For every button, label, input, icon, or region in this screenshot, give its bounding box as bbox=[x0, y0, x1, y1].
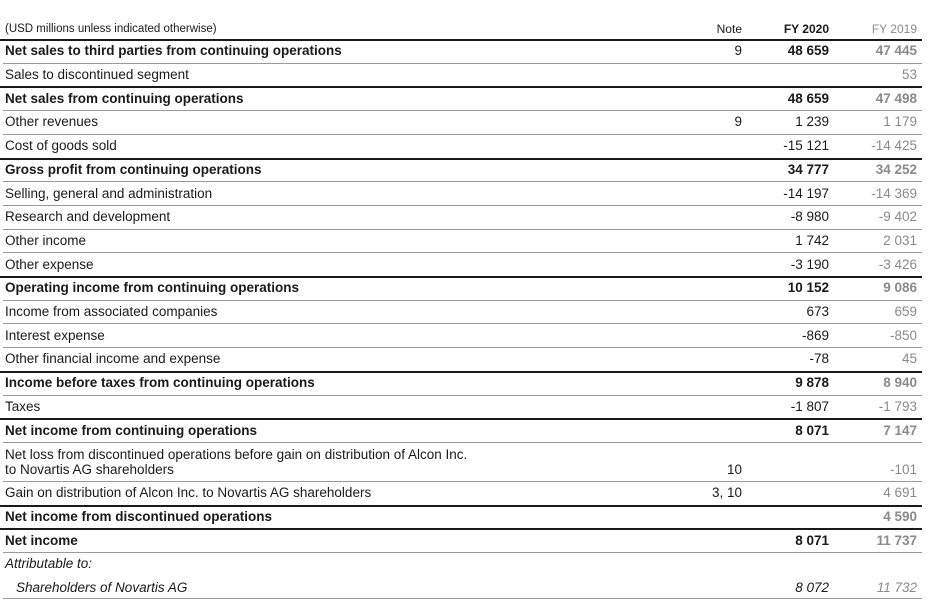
row-fy2019-value: 53 bbox=[901, 67, 917, 83]
row-fy2020-value: 48 659 bbox=[787, 43, 829, 59]
row-fy2019-value: 8 940 bbox=[883, 375, 917, 391]
row-label: Sales to discontinued segment bbox=[5, 67, 189, 83]
row-fy2020-value: -14 197 bbox=[783, 185, 829, 201]
row-divider bbox=[0, 39, 922, 41]
row-note: 3, 10 bbox=[711, 485, 742, 501]
row-divider bbox=[3, 63, 922, 64]
row-divider bbox=[3, 229, 922, 230]
row-fy2019-value: 4 590 bbox=[883, 508, 917, 524]
table-row bbox=[0, 529, 931, 553]
row-label: Selling, general and administration bbox=[5, 185, 213, 201]
row-divider bbox=[0, 276, 922, 278]
row-fy2019-value: -9 402 bbox=[878, 209, 917, 225]
units-caption: (USD millions unless indicated otherwise) bbox=[5, 23, 217, 35]
row-label: Gross profit from continuing operations bbox=[5, 161, 262, 177]
table-row bbox=[0, 553, 931, 577]
row-fy2020-value: 8 072 bbox=[795, 580, 829, 596]
row-divider bbox=[0, 86, 922, 88]
row-divider bbox=[3, 347, 922, 348]
row-divider bbox=[3, 323, 922, 324]
row-divider bbox=[0, 158, 922, 160]
row-note: 9 bbox=[734, 114, 742, 130]
row-divider bbox=[3, 205, 922, 206]
row-label: Other income bbox=[5, 232, 87, 248]
row-fy2019-value: 9 086 bbox=[883, 280, 917, 296]
row-fy2019-value: -14 369 bbox=[871, 185, 917, 201]
row-fy2020-value: -3 190 bbox=[790, 256, 829, 272]
row-divider bbox=[0, 505, 922, 507]
table-row bbox=[0, 419, 931, 443]
table-row bbox=[0, 230, 931, 254]
row-fy2020-value: 34 777 bbox=[787, 161, 829, 177]
row-label: Shareholders of Novartis AG bbox=[16, 580, 188, 596]
table-row bbox=[0, 159, 931, 183]
row-fy2019-value: 2 031 bbox=[883, 232, 917, 248]
row-fy2019-value: 45 bbox=[901, 351, 917, 367]
row-label: Operating income from continuing operations bbox=[5, 280, 300, 296]
row-fy2019-value: 4 691 bbox=[883, 485, 917, 501]
row-fy2020-value: 8 071 bbox=[795, 422, 829, 438]
row-label: Net income from discontinued operations bbox=[5, 508, 273, 524]
row-fy2020-value: -8 980 bbox=[790, 209, 829, 225]
row-fy2019-value: 11 732 bbox=[876, 580, 917, 596]
row-label: Other financial income and expense bbox=[5, 351, 221, 367]
row-label: Cost of goods sold bbox=[5, 138, 117, 154]
row-fy2020-value: -78 bbox=[809, 351, 829, 367]
table-row bbox=[0, 482, 931, 506]
row-label: Interest expense bbox=[5, 327, 105, 343]
row-fy2020-value: -15 121 bbox=[783, 138, 829, 154]
row-fy2020-value: 1 239 bbox=[795, 114, 829, 130]
row-label: Net loss from discontinued operations before gain on distribution of Alcon Inc. to Novartis AG shareholders bbox=[5, 446, 468, 477]
table-row bbox=[0, 206, 931, 230]
row-divider bbox=[3, 552, 922, 553]
table-row bbox=[0, 443, 931, 482]
row-divider bbox=[3, 134, 922, 135]
table-row bbox=[0, 372, 931, 396]
row-fy2019-value: 34 252 bbox=[875, 161, 917, 177]
row-fy2019-value: 11 737 bbox=[876, 532, 917, 548]
row-divider bbox=[3, 442, 922, 443]
row-divider bbox=[0, 528, 922, 530]
row-label: Net income bbox=[5, 532, 78, 548]
table-row bbox=[0, 301, 931, 325]
row-fy2019-value: -14 425 bbox=[871, 138, 917, 154]
fy2020-column-header: FY 2020 bbox=[783, 22, 829, 36]
row-note: 9 bbox=[734, 43, 742, 59]
row-label: Income before taxes from continuing operations bbox=[5, 375, 315, 391]
row-label: Gain on distribution of Alcon Inc. to Novartis AG shareholders bbox=[5, 485, 372, 501]
row-label: Research and development bbox=[5, 209, 171, 225]
row-fy2020-value: 9 878 bbox=[795, 375, 829, 391]
table-row bbox=[0, 87, 931, 111]
row-label: Net sales from continuing operations bbox=[5, 90, 244, 106]
row-fy2019-value: 1 179 bbox=[883, 114, 917, 130]
row-fy2019-value: -850 bbox=[889, 327, 917, 343]
table-row bbox=[0, 111, 931, 135]
row-fy2020-value: -1 807 bbox=[790, 398, 829, 414]
row-divider bbox=[0, 418, 922, 420]
table-row bbox=[0, 396, 931, 420]
row-fy2019-value: 47 498 bbox=[875, 90, 917, 106]
row-label: Net sales to third parties from continuing operations bbox=[5, 43, 342, 59]
row-fy2019-value: -101 bbox=[889, 461, 917, 477]
table-row bbox=[0, 324, 931, 348]
table-row bbox=[0, 253, 931, 277]
row-note: 10 bbox=[726, 461, 742, 477]
row-fy2020-value: 673 bbox=[806, 304, 829, 320]
row-fy2020-value: 8 071 bbox=[795, 532, 829, 548]
table-row bbox=[0, 135, 931, 159]
row-label: Attributable to: bbox=[5, 556, 93, 572]
row-fy2019-value: 7 147 bbox=[883, 422, 917, 438]
row-fy2020-value: 48 659 bbox=[787, 90, 829, 106]
table-row bbox=[0, 182, 931, 206]
row-fy2020-value: 10 152 bbox=[787, 280, 829, 296]
table-row bbox=[0, 577, 931, 601]
row-label: Other revenues bbox=[5, 114, 99, 130]
row-fy2019-value: -3 426 bbox=[878, 256, 917, 272]
fy2019-column-header: FY 2019 bbox=[871, 22, 917, 36]
row-label: Income from associated companies bbox=[5, 304, 218, 320]
row-fy2020-value: 1 742 bbox=[795, 232, 829, 248]
row-divider bbox=[3, 252, 922, 253]
row-divider bbox=[0, 371, 922, 373]
note-column-header: Note bbox=[716, 22, 742, 36]
table-row bbox=[0, 277, 931, 301]
row-fy2019-value: 659 bbox=[894, 304, 917, 320]
row-divider bbox=[3, 110, 922, 111]
row-fy2020-value: -869 bbox=[801, 327, 829, 343]
row-divider bbox=[3, 598, 922, 599]
table-row bbox=[0, 40, 931, 64]
row-fy2019-value: 47 445 bbox=[875, 43, 917, 59]
row-divider bbox=[3, 395, 922, 396]
row-label: Net income from continuing operations bbox=[5, 422, 258, 438]
row-label: Other expense bbox=[5, 256, 94, 272]
table-row bbox=[0, 506, 931, 530]
table-header bbox=[0, 0, 931, 40]
row-fy2019-value: -1 793 bbox=[878, 398, 917, 414]
row-label: Taxes bbox=[5, 398, 41, 414]
table-row bbox=[0, 64, 931, 88]
row-divider bbox=[3, 300, 922, 301]
row-divider bbox=[3, 181, 922, 182]
row-divider bbox=[3, 481, 922, 482]
table-row bbox=[0, 348, 931, 372]
